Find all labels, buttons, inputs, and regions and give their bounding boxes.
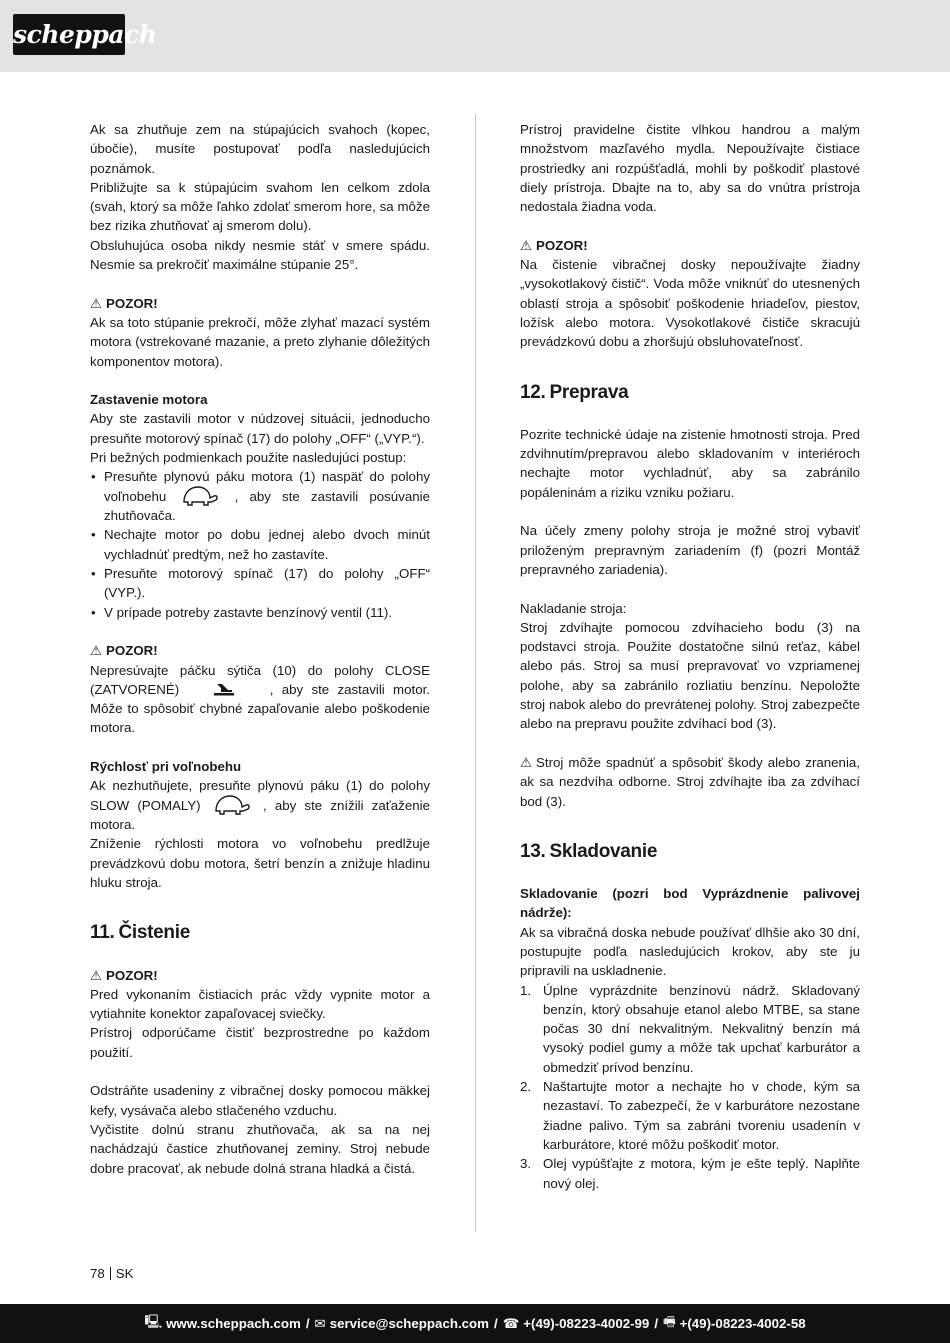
list-item-text: , aby ste zastavili posúvanie zhutňovača. <box>104 488 430 524</box>
warning-label: POZOR! <box>106 643 158 659</box>
paragraph-text: , aby ste zastavili motor. Môže to spôsobiť chybné zapaľovanie alebo poškodenie motora. <box>90 681 430 736</box>
list-item-text: Úplne vyprázdnite benzínovú nádrž. Skladovaný benzín, ktorý obsahuje etanol alebo MTBE, sa stane počas 30 dní nekvalitným. Nekvalitný benzín má vysoký podiel gumy a môže tak upchať karburátor a obmedziť prívod benzínu. <box>543 982 860 1075</box>
subheading: Rýchlosť pri voľnobehu <box>90 758 242 774</box>
turtle-icon <box>181 484 219 506</box>
paragraph: Ak sa vibračná doska nebude používať dlhšie ako 30 dní, postupujte podľa nasledujúcich krokov, aby ste ju pripravili na uskladnenie. <box>520 924 860 979</box>
warning-heading <box>90 641 430 660</box>
paragraph: Obsluhujúca osoba nikdy nesmie stáť v smere spádu. Nesmie sa prekročiť maximálne stúpanie 25°. <box>90 237 430 273</box>
footer-email[interactable]: service@scheppach.com <box>329 1316 489 1331</box>
page-number-value: 78 <box>90 1266 105 1281</box>
footer-phone: +(49)-08223-4002-99 <box>523 1316 650 1331</box>
paragraph: Približujte sa k stúpajúcim svahom len celkom zdola (svah, ktorý sa môže ľahko zdolať smerom hore, sa môže bez rizika zhutňovať aj smerom dolu). <box>90 179 430 234</box>
left-column <box>90 120 430 1178</box>
footer-fax: +(49)-08223-4002-58 <box>679 1316 806 1331</box>
warning-triangle-icon: ⚠ <box>520 237 532 253</box>
paragraph: Vyčistite dolnú stranu zhutňovača, ak sa na nej nachádzajú častice zhutňovanej zeminy. Stroj nebude dobre pracovať, ak nebude dolná strana hladká a čistá. <box>90 1121 430 1176</box>
paragraph: Ak sa toto stúpanie prekročí, môže zlyhať mazací systém motora (vstrekované mazanie, a preto zlyhanie dôležitých komponentov motora). <box>90 314 430 369</box>
paragraph <box>90 661 430 738</box>
section-number: 13. <box>520 840 546 862</box>
warning-label: POZOR! <box>106 967 158 983</box>
paragraph: Na čistenie vibračnej dosky nepoužívajte žiadny „vysokotlakový čistič“. Voda môže vniknúť do utesnených oblastí stroja a spôsobiť poškodenie hriadeľov, piestov, ložísk alebo motora. Vysokotlakové čističe skracujú prevádzkovú dobu a zhoršujú obsluhovateľnosť. <box>520 257 860 350</box>
paragraph: Ak sa zhutňuje zem na stúpajúcich svahoch (kopec, úbočie), musíte postupovať podľa nasledujúcich poznámok. <box>90 122 430 176</box>
section-heading-12 <box>520 380 860 406</box>
list-item <box>520 981 860 1077</box>
footer-website[interactable]: www.scheppach.com <box>166 1316 301 1331</box>
paragraph <box>90 776 430 834</box>
computer-icon: 🖳 <box>144 1313 163 1329</box>
right-column <box>520 120 860 1193</box>
list-item <box>90 467 430 525</box>
page-number <box>90 1265 134 1283</box>
paragraph <box>520 753 860 811</box>
warning-heading <box>520 236 860 255</box>
column-divider <box>475 114 476 1232</box>
header-band <box>0 0 950 72</box>
paragraph-text: Nepresúvajte páčku sýtiča (10) do polohy CLOSE (ZATVORENÉ) <box>90 662 430 697</box>
paragraph: Pri bežných podmienkach použite nasledujúci postup: <box>90 450 407 466</box>
paragraph-text: Stroj môže spadnúť a spôsobiť škody alebo zranenia, ak sa nezdvíha odborne. Stroj zdvíhajte iba za zdvíhací bod (3). <box>520 754 860 809</box>
paragraph: Na účely zmeny polohy stroja je možné stroj vybaviť priloženým prepravným zariadením (f) (pozri Montáž prepravného zariadenia). <box>520 523 860 577</box>
subheading: Zastavenie motora <box>90 392 208 408</box>
footer-bar <box>0 1304 950 1343</box>
paragraph: Prístroj pravidelne čistite vlhkou handrou a malým množstvom mazľavého mydla. Nepoužívajte čistiace prostriedky ani rozpúšťadlá, mohli by poškodiť plastové diely prístroja. Dbajte na to, aby sa do vnútra prístroja nedostala žiadna voda. <box>520 122 860 215</box>
list-item <box>520 1154 860 1193</box>
paragraph-text: , aby ste znížili zaťaženie motora. <box>90 797 430 833</box>
page-language: SK <box>115 1266 134 1281</box>
section-number: 12. <box>520 381 546 403</box>
paragraph: Prístroj odporúčame čistiť bezprostredne po každom použití. <box>90 1025 430 1060</box>
warning-heading <box>90 966 430 985</box>
list-number: 2. <box>520 1079 532 1095</box>
list-number: 3. <box>520 1156 532 1172</box>
email-icon: ✉ <box>314 1315 326 1331</box>
section-heading-11 <box>90 920 430 946</box>
bullet-list <box>90 467 430 622</box>
warning-triangle-icon: ⚠ <box>90 295 102 311</box>
paragraph: Aby ste zastavili motor v núdzovej situácii, jednoducho presuňte motorový spínač (17) do polohy „OFF“ („VYP.“). <box>90 411 430 446</box>
warning-triangle-icon: ⚠ <box>90 967 102 983</box>
choke-closed-icon <box>213 682 235 696</box>
paragraph: Stroj zdvíhajte pomocou zdvíhacieho bodu (3) na podstavci stroja. Použite dostatočne silnú reťaz, kábel alebo pás. Stroj sa musí prepravovať vo vzpriamenej polohe, aby sa zabránilo rozliatiu benzínu. Nepoložte stroj nabok alebo do prevrátenej polohy. Stroj zabezpečte alebo na prepravu použite zdvíhací bod (3). <box>520 619 860 732</box>
section-title: Čistenie <box>118 922 190 944</box>
list-item: • Presuňte motorový spínač (17) do polohy „OFF“ (VYP.). <box>90 564 430 603</box>
warning-triangle-icon: ⚠ <box>90 643 102 659</box>
section-number: 11. <box>90 922 115 944</box>
list-item-text: Naštartujte motor a nechajte ho v chode, kým sa nezastaví. To zabezpečí, že v karburátore nezostane žiadne palivo. Tým sa zabráni tvoreniu usadenín v karburátore, ktoré môžu poškodiť motor. <box>543 1079 860 1152</box>
paragraph: Pred vykonaním čistiacich prác vždy vypnite motor a vytiahnite konektor zapaľovacej sviečky. <box>90 986 430 1022</box>
paragraph: Nakladanie stroja: <box>520 600 627 616</box>
list-item-text: Presuňte plynovú páku motora (1) naspäť do polohy voľnobehu <box>104 469 430 504</box>
section-title: Preprava <box>549 381 629 403</box>
list-item: • Nechajte motor po dobu jednej alebo dvoch minút vychladnúť predtým, než ho zastavíte. <box>90 525 430 564</box>
subheading: Skladovanie (pozri bod Vyprázdnenie palivovej nádrže): <box>520 886 860 921</box>
scheppach-logo: scheppach <box>13 14 125 55</box>
paragraph: Pozrite technické údaje na zistenie hmotnosti stroja. Pred zdvihnutím/prepravou alebo skladovaním v interiéroch nechajte motor vychladnúť, aby sa zabránilo popáleninám a riziku vzniku požiaru. <box>520 426 860 500</box>
paragraph: Zníženie rýchlosti motora vo voľnobehu predlžuje prevádzkovú dobu motora, šetrí benzín a znižuje hladinu hluku stroja. <box>90 836 430 890</box>
warning-heading <box>90 294 430 313</box>
section-title: Skladovanie <box>549 840 658 862</box>
list-number: 1. <box>520 982 532 998</box>
separator: / <box>654 1316 659 1331</box>
turtle-icon <box>213 793 251 815</box>
paragraph: Odstráňte usadeniny z vibračnej dosky pomocou mäkkej kefy, vysávača alebo stlačeného vzduchu. <box>90 1083 430 1118</box>
warning-triangle-icon: ⚠ <box>520 754 532 770</box>
paragraph-text: Ak nezhutňujete, presuňte plynovú páku (1) do polohy SLOW (POMALY) <box>90 778 430 813</box>
list-item <box>520 1077 860 1154</box>
separator: / <box>494 1316 498 1331</box>
list-item: • V prípade potreby zastavte benzínový ventil (11). <box>90 603 430 622</box>
warning-label: POZOR! <box>536 237 588 253</box>
warning-label: POZOR! <box>106 295 158 311</box>
phone-icon: ☎ <box>502 1315 520 1331</box>
separator: / <box>305 1316 310 1331</box>
section-heading-13 <box>520 839 860 865</box>
numbered-list <box>520 981 860 1193</box>
list-item-text: Olej vypúšťajte z motora, kým je ešte teplý. Naplňte nový olej. <box>543 1156 860 1191</box>
fax-icon: 🖷 <box>663 1313 676 1329</box>
